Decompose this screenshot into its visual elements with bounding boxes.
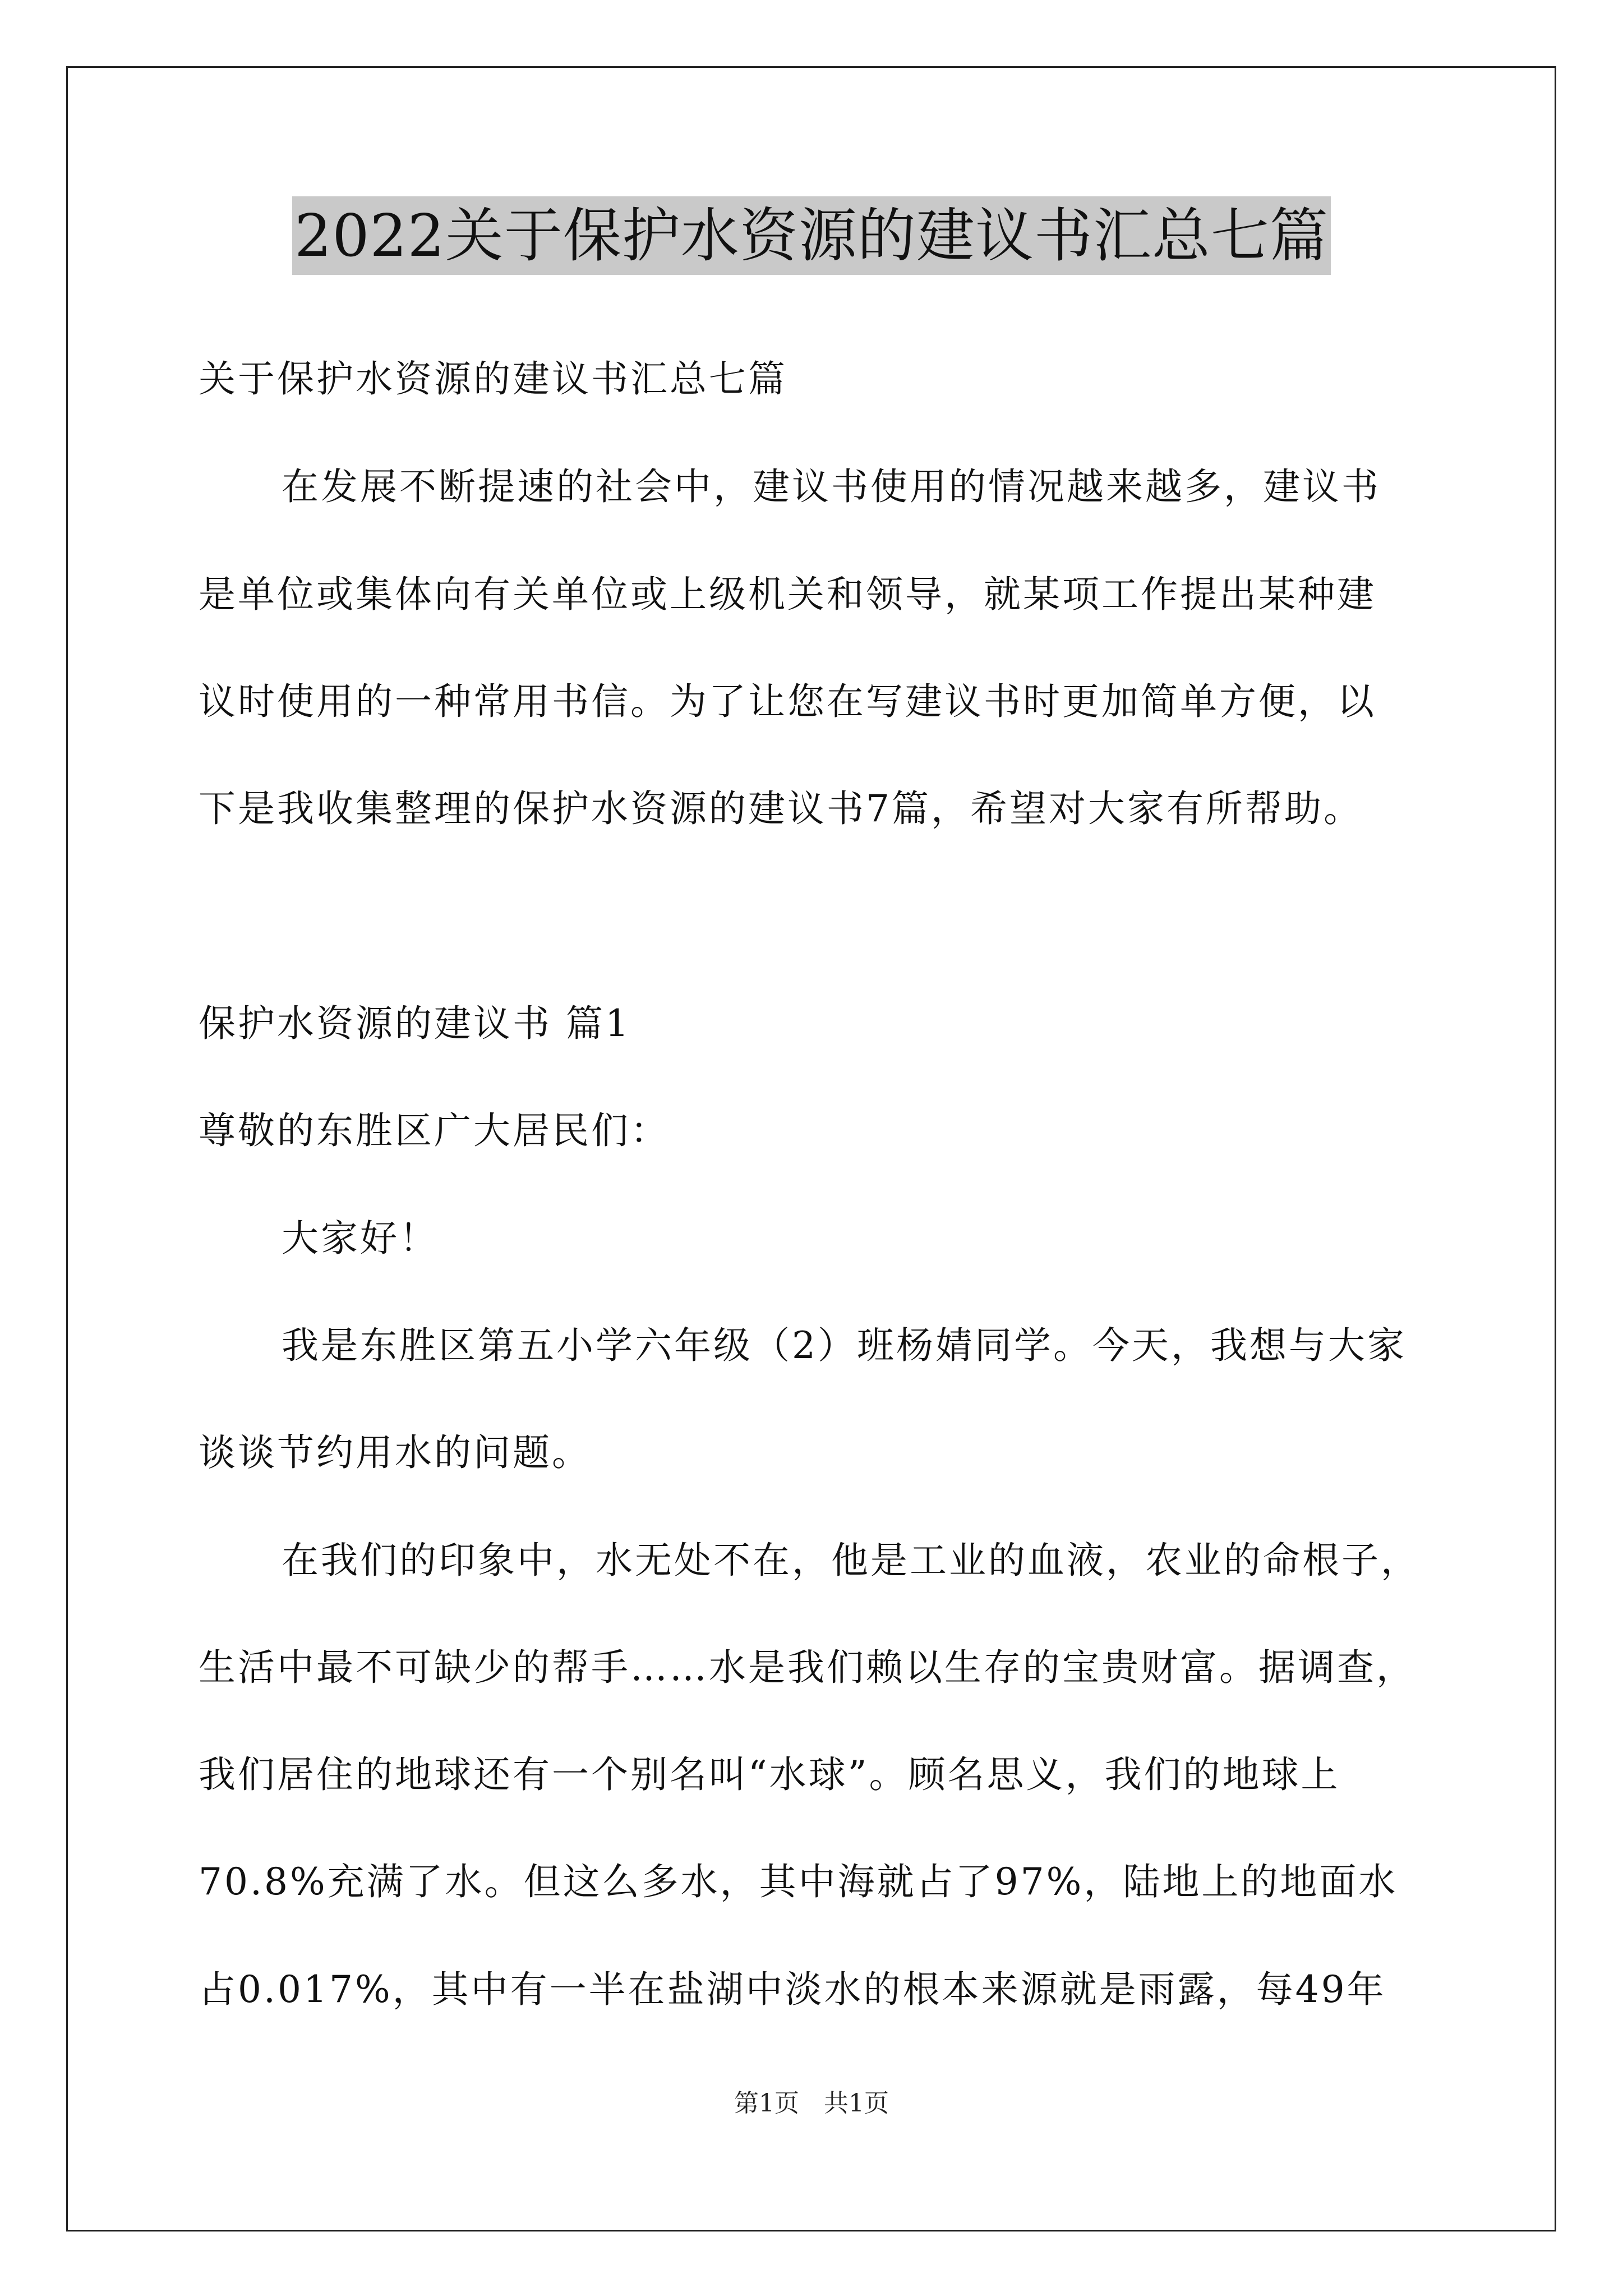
paragraph-1-line-2: 谈谈节约用水的问题。 (199, 1431, 591, 1474)
document-title: 2022关于保护水资源的建议书汇总七篇 (292, 196, 1331, 275)
paragraph-2-line-4: 70.8%充满了水。但这么多水，其中海就占了97%，陆地上的地面水 (199, 1860, 1398, 1903)
paragraph-2-line-1: 在我们的印象中，水无处不在，他是工业的血液，农业的命根子， (282, 1539, 1420, 1582)
section-heading: 保护水资源的建议书 篇1 (199, 1002, 631, 1045)
paragraph-1-line-1: 我是东胜区第五小学六年级（2）班杨婧同学。今天，我想与大家 (282, 1324, 1407, 1367)
document-subtitle: 关于保护水资源的建议书汇总七篇 (199, 357, 787, 401)
paragraph-2-line-5: 占0.017%，其中有一半在盐湖中淡水的根本来源就是雨露，每49年 (199, 1968, 1386, 2011)
intro-line-1: 在发展不断提速的社会中，建议书使用的情况越来越多，建议书 (282, 465, 1381, 508)
salutation: 尊敬的东胜区广大居民们： (199, 1109, 670, 1152)
intro-line-3: 议时使用的一种常用书信。为了让您在写建议书时更加简单方便，以 (199, 680, 1376, 723)
intro-line-4: 下是我收集整理的保护水资源的建议书7篇，希望对大家有所帮助。 (199, 787, 1363, 830)
title-block (0, 196, 1623, 275)
paragraph-2-line-3: 我们居住的地球还有一个别名叫“水球”。顾名思义，我们的地球上 (199, 1753, 1340, 1796)
paragraph-2-line-2: 生活中最不可缺少的帮手……水是我们赖以生存的宝贵财富。据调查， (199, 1646, 1415, 1689)
greeting: 大家好！ (282, 1217, 439, 1260)
intro-line-2: 是单位或集体向有关单位或上级机关和领导，就某项工作提出某种建 (199, 573, 1376, 616)
page-footer: 第1页 共1页 (734, 2089, 889, 2118)
